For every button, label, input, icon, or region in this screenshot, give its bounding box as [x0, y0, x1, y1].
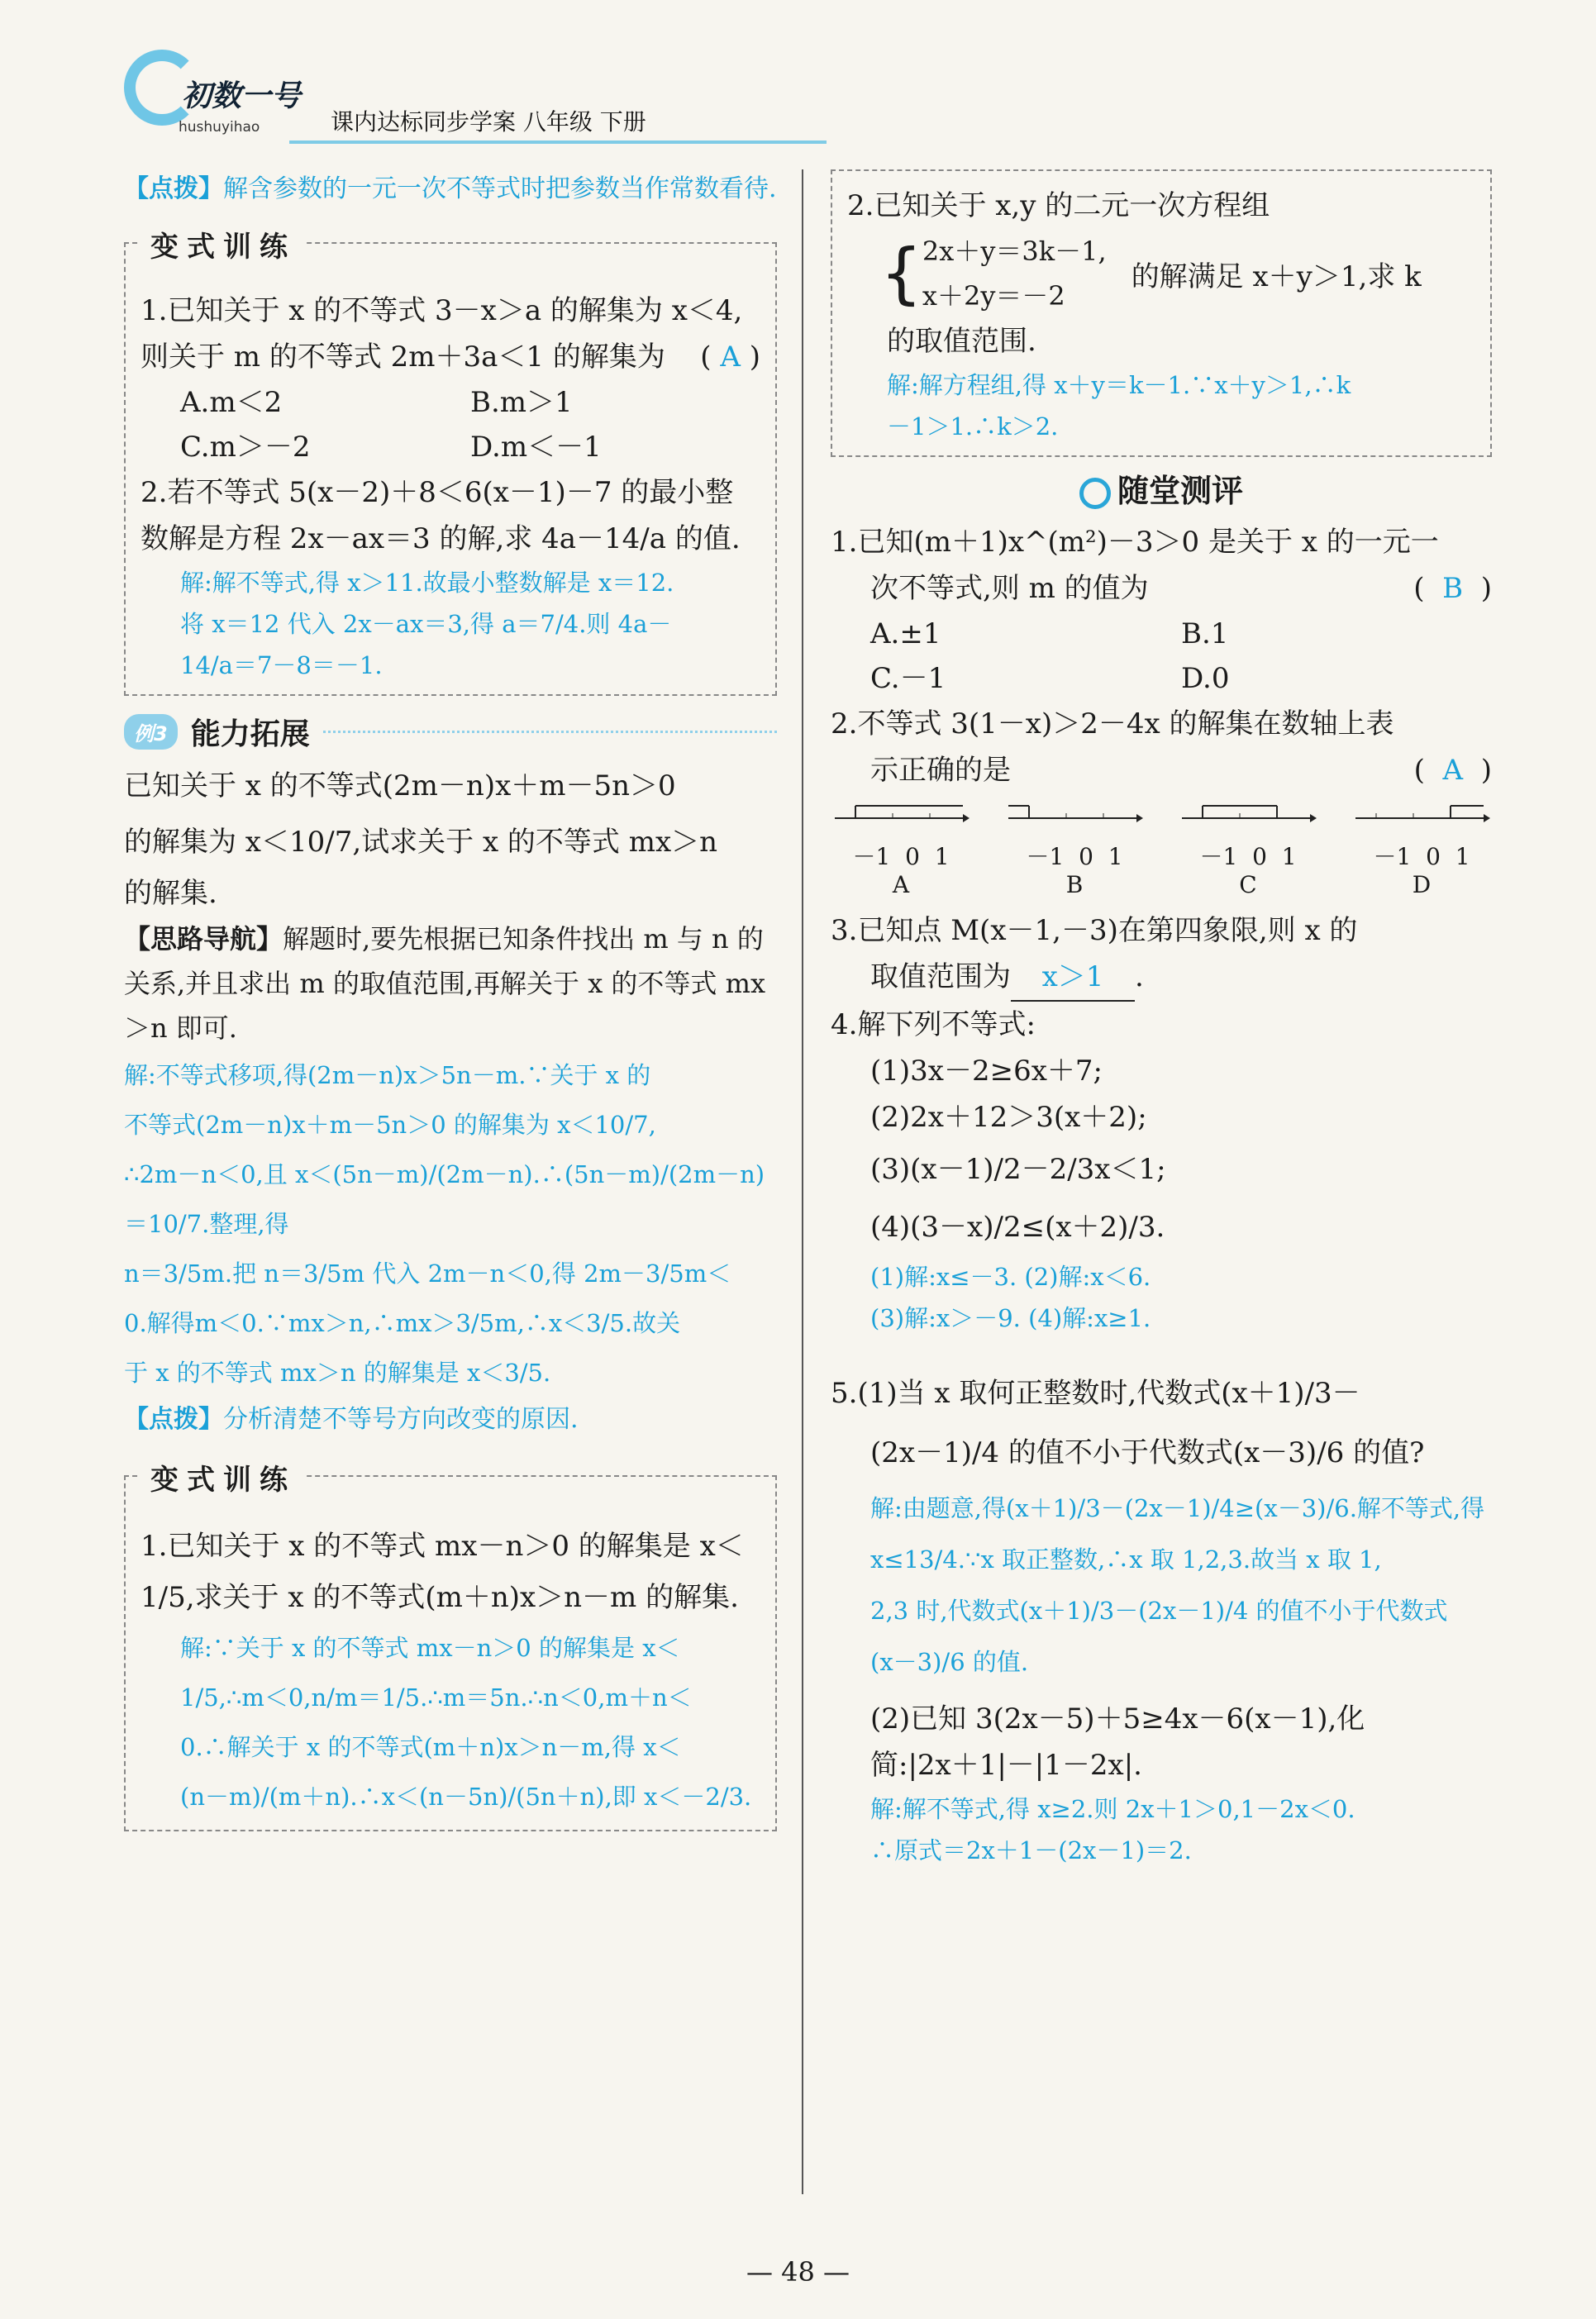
section-title: 能力拓展	[190, 717, 310, 751]
number-line-options	[831, 793, 1492, 899]
section-heading	[831, 465, 1492, 511]
box-title: 变式训练	[141, 1457, 306, 1498]
solution-line: ∴原式＝2x＋1－(2x－1)＝2.	[870, 1836, 1192, 1864]
question-text: 3.已知点 M(x－1,－3)在第四象限,则 x 的	[831, 914, 1358, 947]
option-letter: C	[1239, 871, 1257, 898]
solution-line: 0.∴解关于 x 的不等式(m＋n)x＞n－m,得 x＜	[180, 1733, 681, 1761]
number-line-graphic	[1351, 802, 1492, 843]
box-title: 变式训练	[141, 224, 306, 264]
page-number: — 48 —	[746, 2256, 850, 2288]
question-text: 1.已知(m＋1)x^(m²)－3＞0 是关于 x 的一元一	[831, 526, 1439, 559]
number-line-graphic	[1178, 802, 1318, 843]
solution-line: 解:解不等式,得 x≥2.则 2x＋1＞0,1－2x＜0.	[870, 1795, 1355, 1823]
sub-question: (4)(3－x)/2≤(x＋2)/3.	[870, 1211, 1165, 1244]
option-d: D.0	[1181, 662, 1230, 695]
options	[831, 612, 1492, 701]
options	[141, 380, 760, 469]
number-line-b: －1 0 1 B	[1004, 802, 1145, 899]
tip-1: 【点拨】解含参数的一元一次不等式时把参数当作常数看待.	[124, 174, 777, 203]
question-text: (2x－1)/4 的值不小于代数式(x－3)/6 的值?	[870, 1436, 1425, 1469]
sub-question: (2)2x＋12＞3(x＋2);	[870, 1101, 1147, 1134]
solution-line: x≤13/4.∵x 取正整数,∴x 取 1,2,3.故当 x 取 1,	[870, 1545, 1382, 1574]
question-2: 2.若不等式 5(x－2)＋8＜6(x－1)－7 的最小整数解是方程 2x－ax＝3 的解,求 4a－14/a 的值.	[141, 476, 741, 555]
answer: B	[1442, 572, 1464, 605]
option-d: D.m＜－1	[470, 431, 602, 464]
question-box	[831, 169, 1492, 457]
solution-line: －1＞1.∴k＞2.	[887, 412, 1059, 440]
answer: A	[1442, 754, 1464, 787]
example-text: 的解集.	[124, 877, 217, 910]
sub-question: (3)(x－1)/2－2/3x＜1;	[870, 1153, 1166, 1186]
question-text: 的取值范围.	[887, 325, 1036, 358]
logo-pinyin: hushuyihao	[179, 119, 260, 136]
solution-line: 解:解方程组,得 x＋y＝k－1.∵x＋y＞1,∴k	[887, 371, 1351, 399]
variant-training-2	[124, 1464, 777, 1831]
solution-line: ∴2m－n＜0,且 x＜(5n－m)/(2m－n).∴(5n－m)/(2m－n)＝10/7.整理,得	[124, 1160, 765, 1238]
question-text: 示正确的是 ( A )	[870, 754, 1492, 787]
question-text: 2.不等式 3(1－x)＞2－4x 的解集在数轴上表	[831, 707, 1394, 740]
right-column	[831, 169, 1492, 1871]
sub-question: (1)3x－2≥6x＋7;	[870, 1055, 1103, 1088]
question-text: 4.解下列不等式:	[831, 1008, 1036, 1041]
logo-title: 初数一号	[182, 79, 302, 113]
solution-line: 不等式(2m－n)x＋m－5n＞0 的解集为 x＜10/7,	[124, 1111, 656, 1139]
solution-line: (1)解:x≤－3. (2)解:x＜6.	[870, 1263, 1151, 1291]
option-a: A.m＜2	[180, 386, 283, 419]
solution-line: 解:解不等式,得 x＞11.故最小整数解是 x＝12.	[180, 569, 674, 597]
question-text: 取值范围为 x＞1 .	[831, 954, 1492, 1002]
magnifier-icon	[1079, 478, 1111, 509]
solution-line: (n－m)/(m＋n).∴x＜(n－5n)/(5n＋n),即 x＜－2/3.	[180, 1783, 752, 1811]
solution-line: 于 x 的不等式 mx＞n 的解集是 x＜3/5.	[124, 1359, 551, 1387]
page-header	[124, 50, 1529, 149]
equation-2: x＋2y＝－2	[922, 280, 1065, 312]
solution-line: (x－3)/6 的值.	[870, 1648, 1029, 1676]
question-1: 1.已知关于 x 的不等式 3－x＞a 的解集为 x＜4,则关于 m 的不等式 2m＋3a＜1 的解集为 ( A )	[141, 294, 760, 374]
number-line-graphic	[831, 802, 971, 843]
answer-blank: x＞1	[1011, 954, 1135, 1002]
question-text: 简:|2x＋1|－|1－2x|.	[870, 1749, 1142, 1782]
guide: 【思路导航】解题时,要先根据已知条件找出 m 与 n 的关系,并且求出 m 的取值范围,再解关于 x 的不等式 mx＞n 即可.	[124, 923, 765, 1044]
option-letter: A	[892, 871, 910, 898]
option-a: A.±1	[870, 617, 941, 650]
number-line-c: －1 0 1 C	[1178, 802, 1318, 899]
solution-line: n＝3/5m.把 n＝3/5m 代入 2m－n＜0,得 2m－3/5m＜	[124, 1259, 731, 1288]
solution-line: 0.解得m＜0.∵mx＞n,∴mx＞3/5m,∴x＜3/5.故关	[124, 1309, 681, 1337]
option-b: B.1	[1181, 617, 1229, 650]
example-text: 已知关于 x 的不等式(2m－n)x＋m－5n＞0	[124, 769, 676, 802]
question-text: 2.已知关于 x,y 的二元一次方程组	[847, 189, 1270, 222]
option-c: C.m＞－2	[180, 431, 311, 464]
solution-line: 解:不等式移项,得(2m－n)x＞5n－m.∵关于 x 的	[124, 1061, 651, 1089]
number-line-a: －1 0 1 A	[831, 802, 971, 899]
number-line-d: －1 0 1 D	[1351, 802, 1492, 899]
question-text: (2)已知 3(2x－5)＋5≥4x－6(x－1),化	[870, 1702, 1365, 1736]
equation-system: { 2x＋y＝3k－1, x＋2y＝－2 的解满足 x＋y＞1,求 k	[847, 229, 1475, 318]
option-b: B.m＞1	[470, 386, 573, 419]
left-column	[124, 169, 777, 1831]
section-heading	[124, 711, 777, 753]
header-rule	[289, 140, 827, 144]
solution-line: 解:由题意,得(x＋1)/3－(2x－1)/4≥(x－3)/6.解不等式,得	[870, 1494, 1485, 1522]
question-text: 5.(1)当 x 取何正整数时,代数式(x＋1)/3－	[831, 1377, 1360, 1410]
solution-line: (3)解:x＞－9. (4)解:x≥1.	[870, 1304, 1151, 1332]
tip-2: 【点拨】分析清楚不等号方向改变的原因.	[124, 1405, 579, 1434]
question-text: 次不等式,则 m 的值为 ( B )	[870, 572, 1492, 605]
solution-line: 将 x＝12 代入 2x－ax＝3,得 a＝7/4.则 4a－	[180, 610, 672, 638]
equation-1: 2x＋y＝3k－1,	[922, 236, 1107, 267]
section-title: 随堂测评	[1117, 473, 1243, 509]
question-text: 的解满足 x＋y＞1,求 k	[1131, 260, 1422, 293]
option-letter: B	[1065, 871, 1084, 898]
column-divider	[802, 169, 803, 2194]
example-badge: 例3	[124, 714, 178, 750]
solution-line: 解:∵关于 x 的不等式 mx－n＞0 的解集是 x＜	[180, 1634, 680, 1662]
solution-line: 1/5,∴m＜0,n/m＝1/5.∴m＝5n.∴n＜0,m＋n＜	[180, 1683, 692, 1712]
example-text: 的解集为 x＜10/7,试求关于 x 的不等式 mx＞n	[124, 826, 718, 859]
option-c: C.－1	[870, 662, 946, 695]
question-1: 1.已知关于 x 的不等式 mx－n＞0 的解集是 x＜1/5,求关于 x 的不等式(m＋n)x＞n－m 的解集.	[141, 1530, 744, 1614]
option-letter: D	[1412, 871, 1432, 898]
solution-line: 2,3 时,代数式(x＋1)/3－(2x－1)/4 的值不小于代数式	[870, 1597, 1448, 1625]
header-subtitle: 课内达标同步学案 八年级 下册	[331, 108, 646, 136]
variant-training-1	[124, 231, 777, 696]
solution-line: 14/a＝7－8＝－1.	[180, 651, 383, 679]
number-line-graphic	[1004, 802, 1145, 843]
